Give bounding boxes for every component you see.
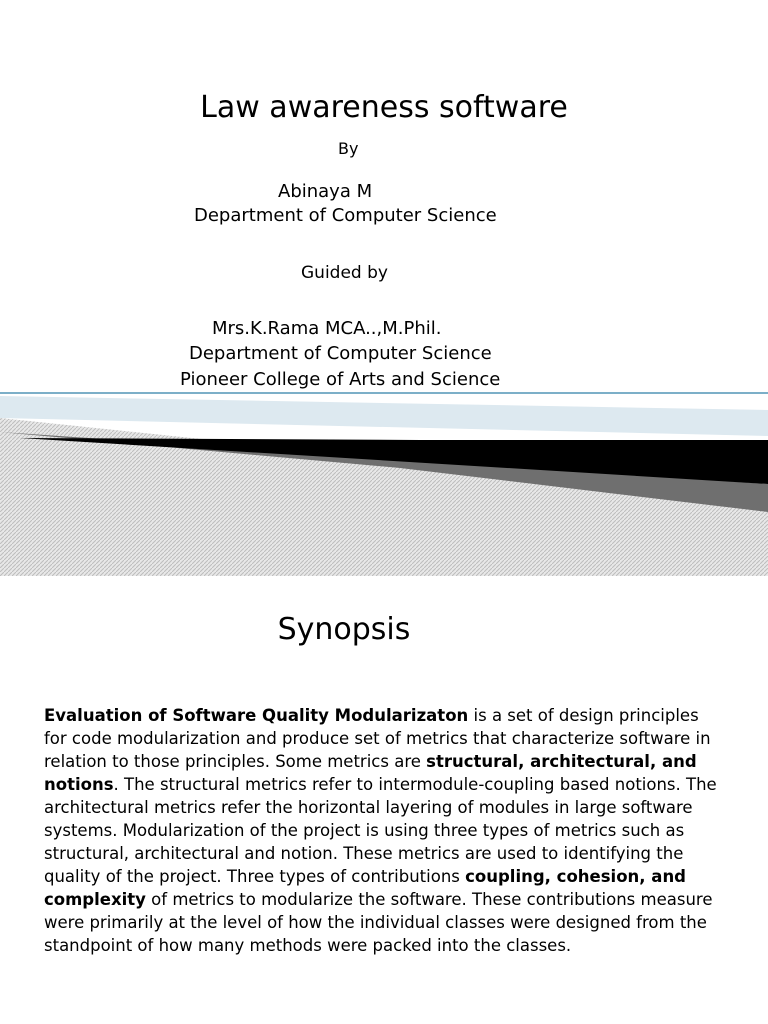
paragraph-text: is a set of design principles for code modularization and produce set of metrics that characterize software in relation to those principles. Some metrics are <box>44 706 711 771</box>
synopsis-title: Synopsis <box>277 612 411 647</box>
synopsis-paragraph <box>44 704 724 957</box>
author-name: Abinaya M <box>278 181 373 202</box>
college-name: Pioneer College of Arts and Science <box>180 369 501 390</box>
bold-phrase: structural, architectural, and notions <box>44 752 697 794</box>
guided-by-label: Guided by <box>301 263 388 283</box>
guide-department: Department of Computer Science <box>189 343 492 364</box>
slide-title: Law awareness software <box>200 90 568 125</box>
author-department: Department of Computer Science <box>194 205 497 226</box>
decorative-bands <box>0 388 768 576</box>
paragraph-text: . The structural metrics refer to intermodule-coupling based notions. The architectural metrics refer the horizontal layering of modules in large software systems. Modularization of the project is using three types of metrics such as structural, architectural and notion. These metrics are used to identifying the quality of the project. Three types of contributions <box>44 775 717 886</box>
bold-phrase: coupling, cohesion, and complexity <box>44 867 686 909</box>
guide-name: Mrs.K.Rama MCA..,M.Phil. <box>212 318 442 339</box>
by-label: By <box>338 139 359 158</box>
bold-phrase: Evaluation of Software Quality Modularizaton <box>44 706 469 725</box>
paragraph-text: of metrics to modularize the software. These contributions measure were primarily at the level of how the individual classes were designed from the standpoint of how many methods were packed into the classes. <box>44 890 713 955</box>
